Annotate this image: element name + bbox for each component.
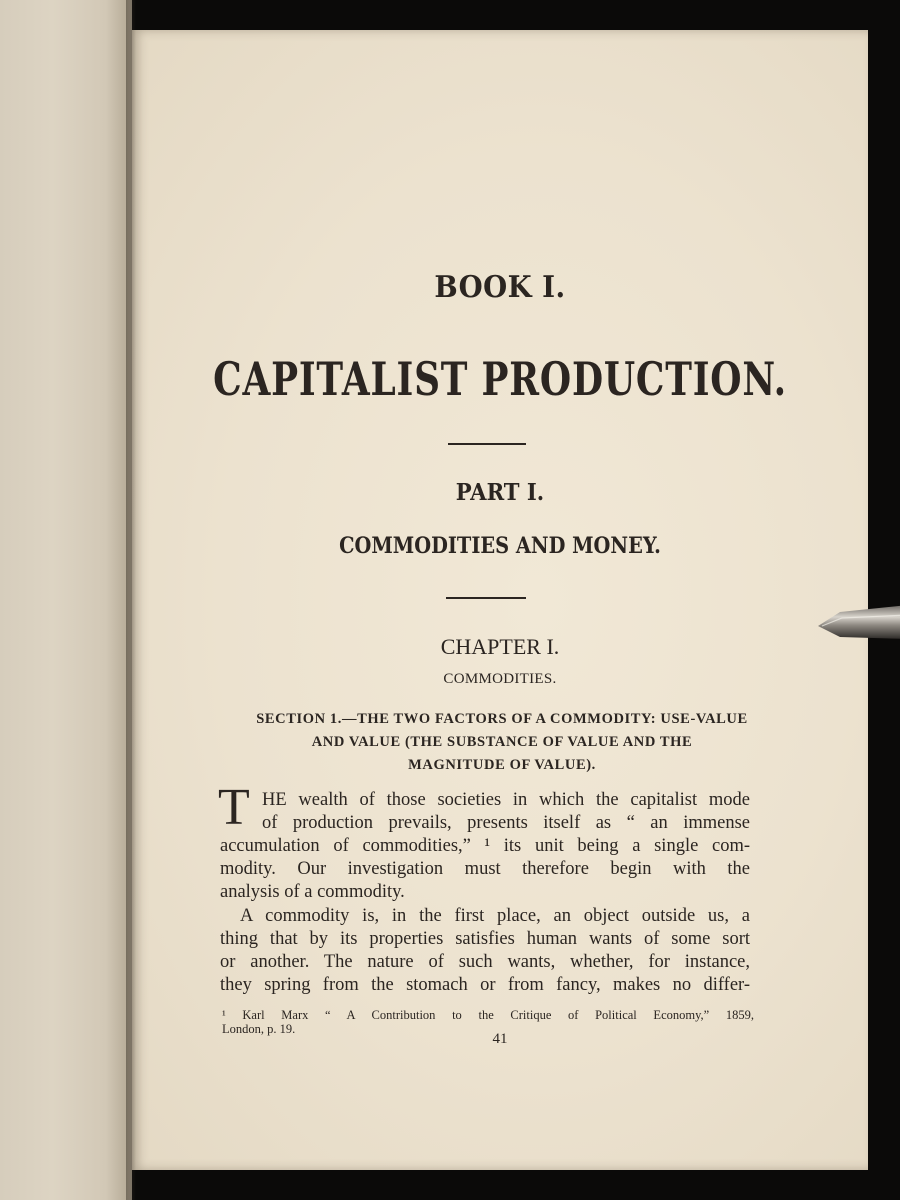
chapter-heading: CHAPTER I. bbox=[440, 634, 560, 659]
part-title: COMMODITIES AND MONEY. bbox=[339, 533, 661, 559]
book-title: CAPITALIST PRODUCTION. bbox=[213, 352, 787, 406]
body-line: modity. Our investigation must therefore begin with the bbox=[220, 859, 750, 879]
section-heading-line: MAGNITUDE OF VALUE). bbox=[408, 757, 596, 773]
chapter-title: COMMODITIES. bbox=[443, 671, 557, 687]
body-line: HE wealth of those societies in which the capitalist mode bbox=[262, 790, 750, 810]
divider-rule bbox=[446, 597, 526, 599]
part-heading: PART I. bbox=[455, 479, 545, 506]
section-heading bbox=[212, 708, 792, 777]
divider-rule bbox=[448, 443, 526, 445]
body-line: or another. The nature of such wants, whether, for instance, bbox=[220, 952, 750, 972]
left-page-edge bbox=[0, 0, 132, 1200]
page-number: 41 bbox=[492, 1031, 508, 1047]
book-heading: BOOK I. bbox=[434, 270, 566, 305]
bookmark-tip-icon bbox=[818, 603, 900, 641]
body-line: accumulation of commodities,” ¹ its unit being a single com- bbox=[220, 836, 750, 856]
page-gutter-shadow bbox=[126, 0, 136, 1200]
body-line: thing that by its properties satisfies human wants of some sort bbox=[220, 929, 750, 949]
book-page bbox=[132, 30, 868, 1170]
section-heading-line: SECTION 1.—THE TWO FACTORS OF A COMMODITY: USE-VALUE bbox=[256, 711, 748, 727]
body-line: A commodity is, in the first place, an object outside us, a bbox=[240, 906, 750, 926]
footnote-line: London, p. 19. bbox=[222, 1022, 296, 1036]
drop-cap: T bbox=[218, 779, 250, 836]
section-heading-line: AND VALUE (THE SUBSTANCE OF VALUE AND THE bbox=[311, 734, 693, 750]
body-line: analysis of a commodity. bbox=[220, 882, 405, 902]
body-line: they spring from the stomach or from fancy, makes no differ- bbox=[220, 975, 750, 995]
footnote-line: ¹ Karl Marx “ A Contribution to the Critique of Political Economy,” 1859, bbox=[222, 1008, 754, 1022]
body-line: of production prevails, presents itself as “ an immense bbox=[262, 813, 750, 833]
